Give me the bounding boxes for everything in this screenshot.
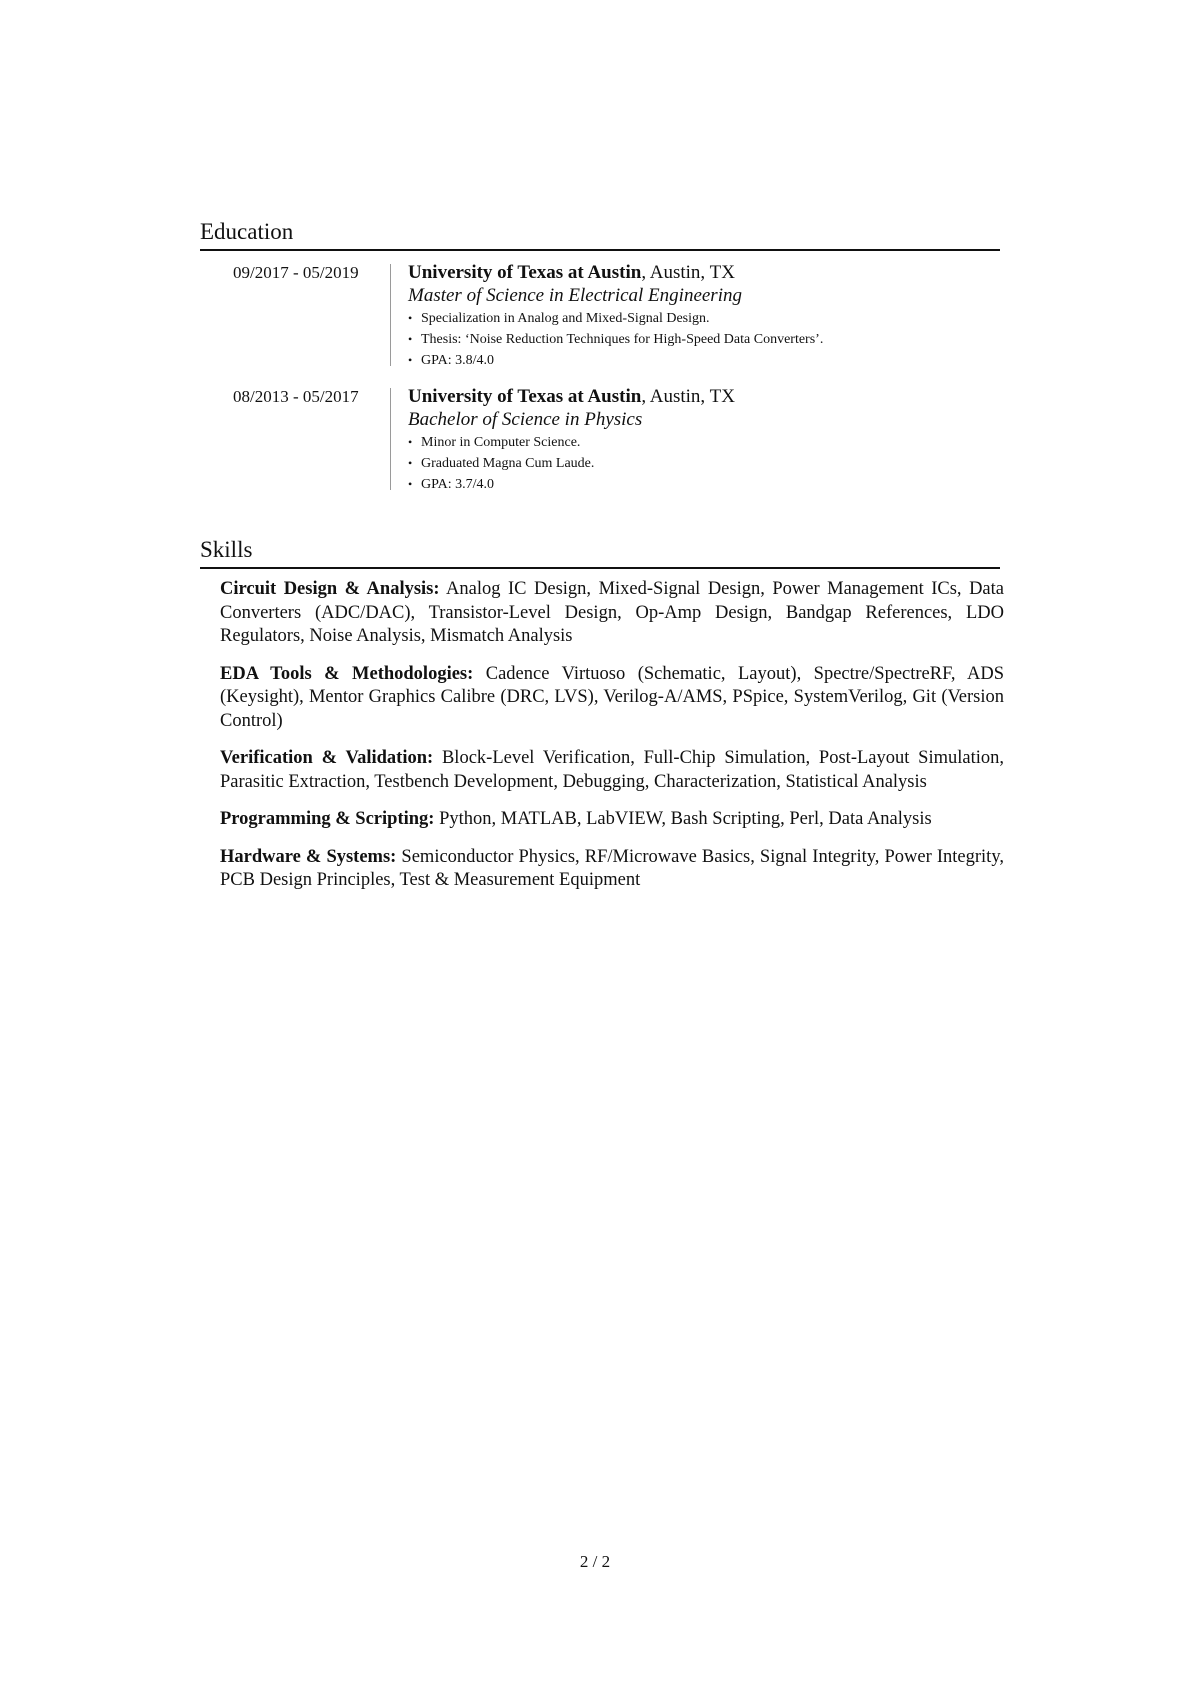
education-dates: 09/2017 - 05/2019: [233, 263, 359, 282]
education-bullet-list: [408, 308, 998, 371]
education-bullet: • Minor in Computer Science.: [408, 432, 998, 453]
education-heading-line: [408, 385, 998, 408]
education-bullet-list: [408, 432, 998, 495]
timeline-divider: [390, 264, 391, 366]
education-heading-line: [408, 261, 998, 284]
skills-rule: [200, 567, 1000, 569]
skill-category: Verification & Validation:: [220, 748, 434, 768]
skill-values: Block-Level Verification, Full-Chip Simulation, Post-Layout Simulation, Parasitic Extraction, Testbench Development, Debugging, Characterization, Statistical Analysis: [220, 748, 1004, 792]
page-number: 2 / 2: [579, 1552, 611, 1571]
institution-name: University of Texas at Austin: [408, 386, 642, 407]
skill-category: Hardware & Systems:: [220, 846, 397, 867]
skills-heading: Skills: [200, 537, 253, 562]
skill-values: Python, MATLAB, LabVIEW, Bash Scripting, Perl, Data Analysis: [434, 809, 932, 829]
skill-item: [220, 578, 1004, 649]
institution-location: , Austin, TX: [641, 386, 735, 407]
education-bullet: • Graduated Magna Cum Laude.: [408, 453, 998, 474]
education-bullet: • Specialization in Analog and Mixed-Signal Design.: [408, 308, 998, 329]
skill-category: EDA Tools & Methodologies:: [220, 663, 474, 684]
education-details: [408, 385, 998, 495]
skill-values: Cadence Virtuoso (Schematic, Layout), Spectre/SpectreRF, ADS (Keysight), Mentor Graphics Calibre (DRC, LVS), Verilog-A/AMS, PSpice, SystemVerilog, Git (Version Control): [220, 663, 1004, 731]
skill-item: [220, 747, 1004, 794]
education-bullet: • GPA: 3.7/4.0: [408, 474, 998, 495]
education-heading: Education: [200, 219, 294, 244]
degree-title: Bachelor of Science in Physics: [408, 409, 643, 430]
skills-list: [220, 578, 1004, 907]
education-bullet: • GPA: 3.8/4.0: [408, 350, 998, 371]
skill-category: Circuit Design & Analysis:: [220, 579, 440, 599]
timeline-divider: [390, 388, 391, 490]
skill-values: Analog IC Design, Mixed-Signal Design, Power Management ICs, Data Converters (ADC/DAC), Transistor-Level Design, Op-Amp Design, Bandgap References, LDO Regulators, Noise Analysis, Mismatch Analysis: [220, 579, 1004, 646]
education-dates: 08/2013 - 05/2017: [233, 387, 359, 406]
skill-values: Semiconductor Physics, RF/Microwave Basics, Signal Integrity, Power Integrity, PCB Design Principles, Test & Measurement Equipment: [220, 846, 1004, 890]
institution-name: University of Texas at Austin: [408, 262, 642, 283]
skill-item: [220, 808, 1004, 832]
education-rule: [200, 249, 1000, 251]
education-bullet: • Thesis: ‘Noise Reduction Techniques for High-Speed Data Converters’.: [408, 329, 998, 350]
degree-title: Master of Science in Electrical Engineering: [408, 285, 742, 306]
skill-item: [220, 846, 1004, 893]
education-details: [408, 261, 998, 371]
skill-item: [220, 663, 1004, 734]
institution-location: , Austin, TX: [641, 262, 735, 283]
skill-category: Programming & Scripting:: [220, 809, 435, 829]
